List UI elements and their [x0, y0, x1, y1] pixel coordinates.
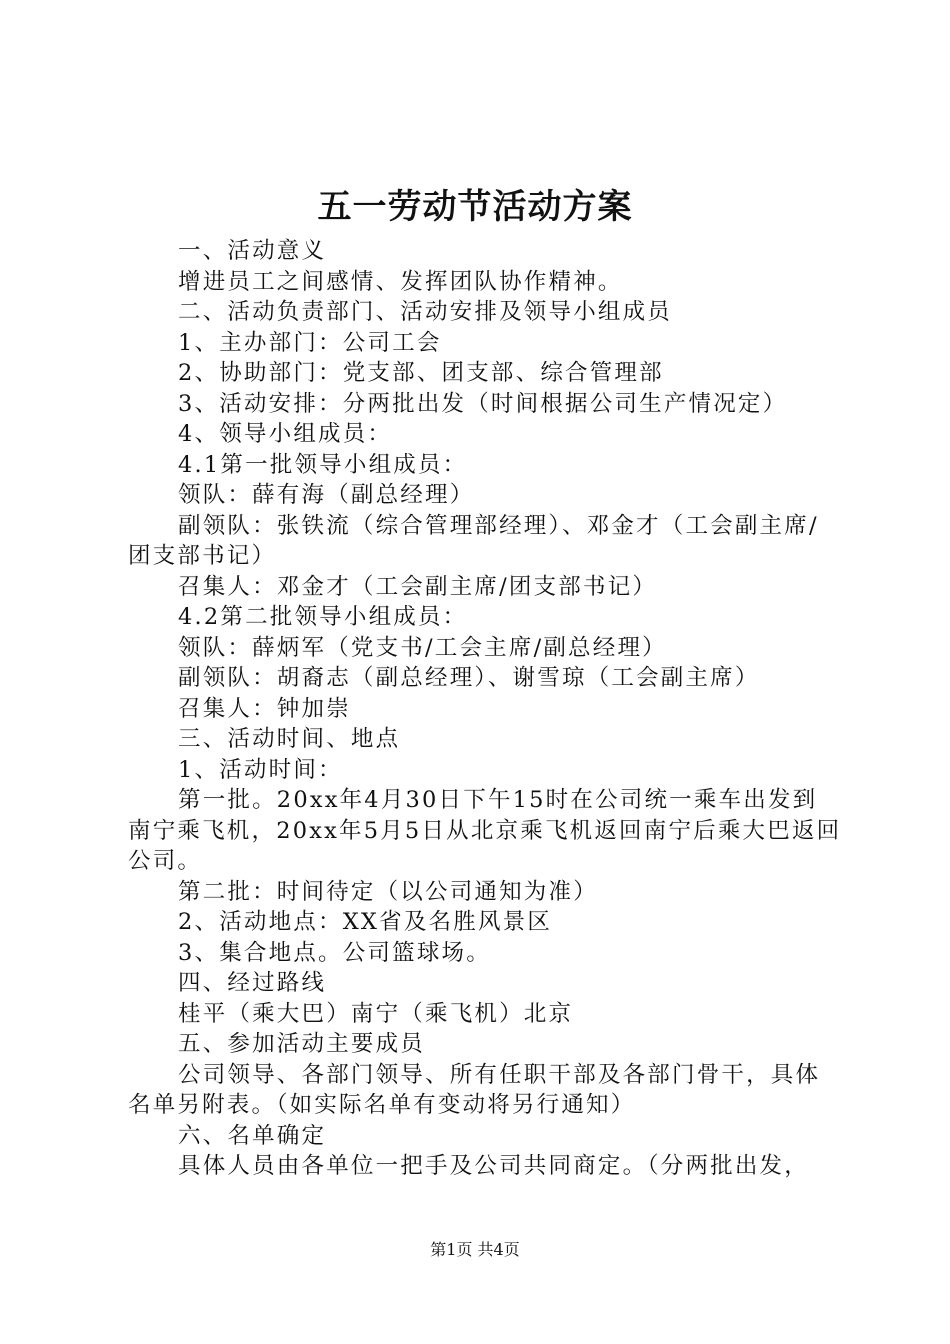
- section-heading-3: 三、活动时间、地点: [178, 726, 401, 752]
- document-title: 五一劳动节活动方案: [317, 187, 633, 227]
- paragraph: 第一批。20xx年4月30日下午15时在公司统一乘车出发到南宁乘飞机，20xx年5月5日从北京乘飞机返回南宁后乘大巴返回公司。: [128, 787, 842, 874]
- paragraph: 领队：薛炳军（党支书/工会主席/副总经理）: [178, 634, 667, 661]
- section-heading-2: 二、活动负责部门、活动安排及领导小组成员: [178, 299, 673, 325]
- paragraph: 领队：薛有海（副总经理）: [178, 482, 475, 508]
- paragraph: 召集人：邓金才（工会副主席/团支部书记）: [178, 573, 658, 600]
- section-heading-4: 四、经过路线: [178, 970, 327, 996]
- paragraph: 增进员工之间感情、发挥团队协作精神。: [178, 268, 623, 295]
- paragraph: 具体人员由各单位一把手及公司共同商定。（分两批出发，: [178, 1153, 809, 1179]
- paragraph: 1、主办部门：公司工会: [178, 329, 442, 356]
- paragraph: 2、协助部门：党支部、团支部、综合管理部: [178, 360, 664, 386]
- paragraph: 1、活动时间：: [178, 756, 343, 783]
- paragraph: 副领队：胡裔志（副总经理）、谢雪琼（工会副主席）: [178, 665, 760, 691]
- paragraph: 公司领导、各部门领导、所有任职干部及各部门骨干，具体名单另附表。（如实际名单有变动将另行通知）: [128, 1061, 821, 1118]
- paragraph: 桂平（乘大巴）南宁（乘飞机）北京: [178, 1000, 574, 1027]
- page-footer: 第1页 共4页: [430, 1240, 520, 1259]
- paragraph: 2、活动地点：XX省及名胜风景区: [178, 909, 553, 935]
- section-heading-6: 六、名单确定: [178, 1122, 327, 1149]
- document-body: [128, 236, 842, 1182]
- section-heading-5: 五、参加活动主要成员: [178, 1031, 426, 1057]
- section-heading-1: 一、活动意义: [178, 238, 327, 264]
- paragraph: 3、活动安排：分两批出发（时间根据公司生产情况定）: [178, 390, 788, 417]
- paragraph: 第二批：时间待定（以公司通知为准）: [178, 878, 598, 905]
- paragraph: 4.2第二批领导小组成员：: [178, 604, 468, 630]
- paragraph: 3、集合地点。公司篮球场。: [178, 939, 491, 966]
- paragraph: 召集人：钟加崇: [178, 695, 351, 722]
- paragraph: 4、领导小组成员：: [178, 421, 393, 447]
- paragraph: 4.1第一批领导小组成员：: [178, 451, 468, 478]
- paragraph: 副领队：张铁流（综合管理部经理）、邓金才（工会副主席/团支部书记）: [128, 512, 819, 569]
